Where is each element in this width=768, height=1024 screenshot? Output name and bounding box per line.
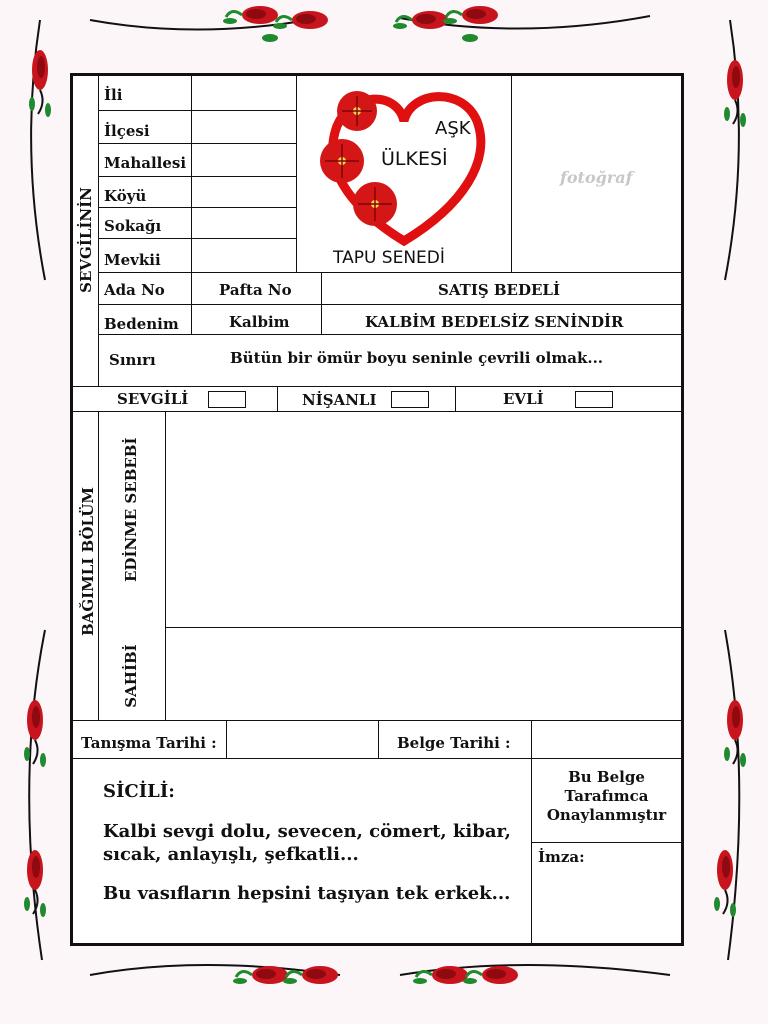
field-label-mahalle: Mahallesi <box>104 154 187 172</box>
status-checkbox-nisanli[interactable] <box>391 391 429 408</box>
belge-date-field[interactable] <box>532 721 681 758</box>
photo-placeholder[interactable] <box>512 76 681 272</box>
field-label-satis-bedeli: SATIŞ BEDELİ <box>438 281 560 299</box>
status-label-evli: EVLİ <box>503 390 544 408</box>
side-label-sevgilinin: SEVGİLİNİN <box>77 187 95 293</box>
mevki-value-field[interactable] <box>192 239 296 272</box>
sokak-value-field[interactable] <box>192 208 296 238</box>
field-label-ilce: İlçesi <box>104 122 150 140</box>
side-label-sahibi: SAHİBİ <box>122 644 140 708</box>
field-label-bedenim: Bedenim <box>104 315 179 333</box>
field-label-pafta-no: Pafta No <box>219 281 292 299</box>
field-value-bedel: KALBİM BEDELSİZ SENİNDİR <box>365 313 624 331</box>
signature-area[interactable] <box>532 866 681 943</box>
status-checkbox-evli[interactable] <box>575 391 613 408</box>
status-label-nisanli: NİŞANLI <box>302 391 377 409</box>
field-label-il: İli <box>104 86 123 104</box>
koy-value-field[interactable] <box>192 177 296 207</box>
field-value-kalbim: Kalbim <box>229 313 290 331</box>
heart-icon <box>297 76 511 272</box>
logo-heart <box>297 76 511 272</box>
sahibi-area[interactable] <box>166 628 681 720</box>
field-label-siniri: Sınırı <box>109 351 156 369</box>
sicil-line1: Kalbi sevgi dolu, sevecen, cömert, kibar, <box>103 821 511 842</box>
photo-label: fotoğraf <box>560 168 633 187</box>
date-label-tanisma: Tanışma Tarihi : <box>81 734 217 752</box>
status-label-sevgili: SEVGİLİ <box>117 390 189 408</box>
side-label-edinme-sebebi: EDİNME SEBEBİ <box>122 437 140 582</box>
logo-line1: AŞK <box>435 118 471 139</box>
field-label-ada-no: Ada No <box>104 281 165 299</box>
ilce-value-field[interactable] <box>192 111 296 143</box>
signature-label: İmza: <box>538 848 585 866</box>
edinme-sebebi-area[interactable] <box>166 412 681 627</box>
approval-line3: Onaylanmıştır <box>546 806 667 824</box>
deed-document <box>70 73 684 946</box>
logo-title: TAPU SENEDİ <box>333 248 445 268</box>
logo-line2: ÜLKESİ <box>381 148 448 170</box>
approval-line2: Tarafımca <box>564 787 649 805</box>
sicil-title: SİCİLİ: <box>103 781 175 802</box>
sicil-line2: sıcak, anlayışlı, şefkatli... <box>103 844 359 865</box>
field-label-mevki: Mevkii <box>104 251 161 269</box>
mahalle-value-field[interactable] <box>192 144 296 176</box>
approval-line1: Bu Belge <box>568 768 645 786</box>
field-label-sokak: Sokağı <box>104 217 162 235</box>
side-label-bagimli-bolum: BAĞIMLI BÖLÜM <box>79 487 97 636</box>
date-label-belge: Belge Tarihi : <box>397 734 511 752</box>
field-label-koy: Köyü <box>104 187 147 205</box>
field-value-sinir: Bütün bir ömür boyu seninle çevrili olmak... <box>230 349 604 367</box>
il-value-field[interactable] <box>192 76 296 110</box>
status-checkbox-sevgili[interactable] <box>208 391 246 408</box>
tanisma-date-field[interactable] <box>227 721 378 758</box>
sicil-line3: Bu vasıfların hepsini taşıyan tek erkek... <box>103 883 511 904</box>
